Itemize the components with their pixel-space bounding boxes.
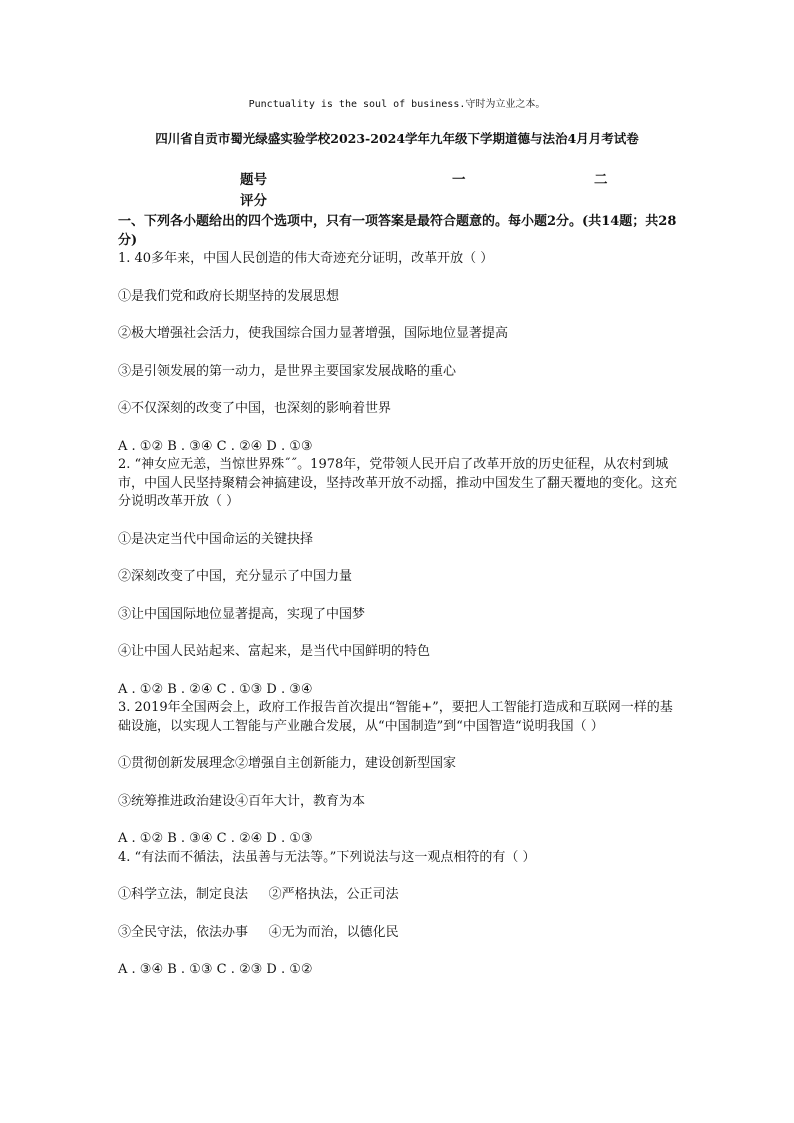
question-option: ①贯彻创新发展理念②增强自主创新能力，建设创新型国家: [118, 756, 457, 771]
question-stem: 2. “神女应无恙，当惊世界殊˝˝。1978年，党带领人民开启了改革开放的历史征程，从农村到城市，中国人民坚持聚精会神搞建设，坚持改革开放不动摇，推动中国发生了翻天覆地的变化。这充分说明改革开放（ ）: [118, 457, 678, 509]
row-header-score: 评分: [240, 193, 267, 209]
row-header-question-number: 题号: [240, 172, 267, 188]
score-table: [240, 168, 640, 208]
motto-header: Punctuality is the soul of business.守时为立业之本。: [248, 99, 546, 110]
section-heading: 一、下列各小题给出的四个选项中，只有一项答案是最符合题意的。每小题2分。(共14题；共28分): [118, 214, 677, 248]
answer-choices: A . ③④ B . ①③ C . ②③ D . ①②: [118, 962, 313, 977]
question-option: ④不仅深刻的改变了中国，也深刻的影响着世界: [118, 401, 392, 416]
question-option: ③全民守法，依法办事 ④无为而治，以德化民: [118, 924, 399, 940]
question-option: ②深刻改变了中国，充分显示了中国力量: [118, 569, 353, 584]
column-one: 一: [452, 172, 466, 188]
question-option: ①是我们党和政府长期坚持的发展思想: [118, 288, 340, 304]
question-stem: 3. 2019年全国两会上，政府工作报告首次提出“智能+”，要把人工智能打造成和互联网一样的基础设施，以实现人工智能与产业融合发展，从“中国制造”到“中国智造“说明我国（ ）: [118, 700, 673, 734]
question-option: ①是决定当代中国命运的关键抉择: [118, 531, 314, 547]
question-option: ②极大增强社会活力，使我国综合国力显著增强，国际地位显著提高: [118, 326, 509, 341]
question-option: ③统筹推进政治建设④百年大计，教育为本: [118, 793, 366, 809]
answer-choices: A . ①② B . ③④ C . ②④ D . ①③: [118, 831, 313, 846]
question-stem: 4. “有法而不循法，法虽善与无法等。”下列说法与这一观点相符的有（ ）: [118, 849, 536, 865]
question-option: ④让中国人民站起来、富起来，是当代中国鲜明的特色: [118, 644, 431, 659]
question-stem: 1. 40多年来，中国人民创造的伟大奇迹充分证明，改革开放（ ）: [118, 251, 494, 266]
question-option: ③让中国国际地位显著提高，实现了中国梦: [118, 606, 366, 622]
answer-choices: A . ①② B . ②④ C . ①③ D . ③④: [118, 681, 313, 697]
column-two: 二: [594, 172, 608, 188]
question-option: ①科学立法，制定良法 ②严格执法，公正司法: [118, 887, 399, 902]
exam-title: 四川省自贡市蜀光绿盛实验学校2023-2024学年九年级下学期道德与法治4月月考试卷: [155, 131, 639, 146]
answer-choices: A . ①② B . ③④ C . ②④ D . ①③: [118, 438, 313, 454]
exam-content: [118, 213, 678, 980]
question-option: ③是引领发展的第一动力，是世界主要国家发展战略的重心: [118, 363, 457, 379]
